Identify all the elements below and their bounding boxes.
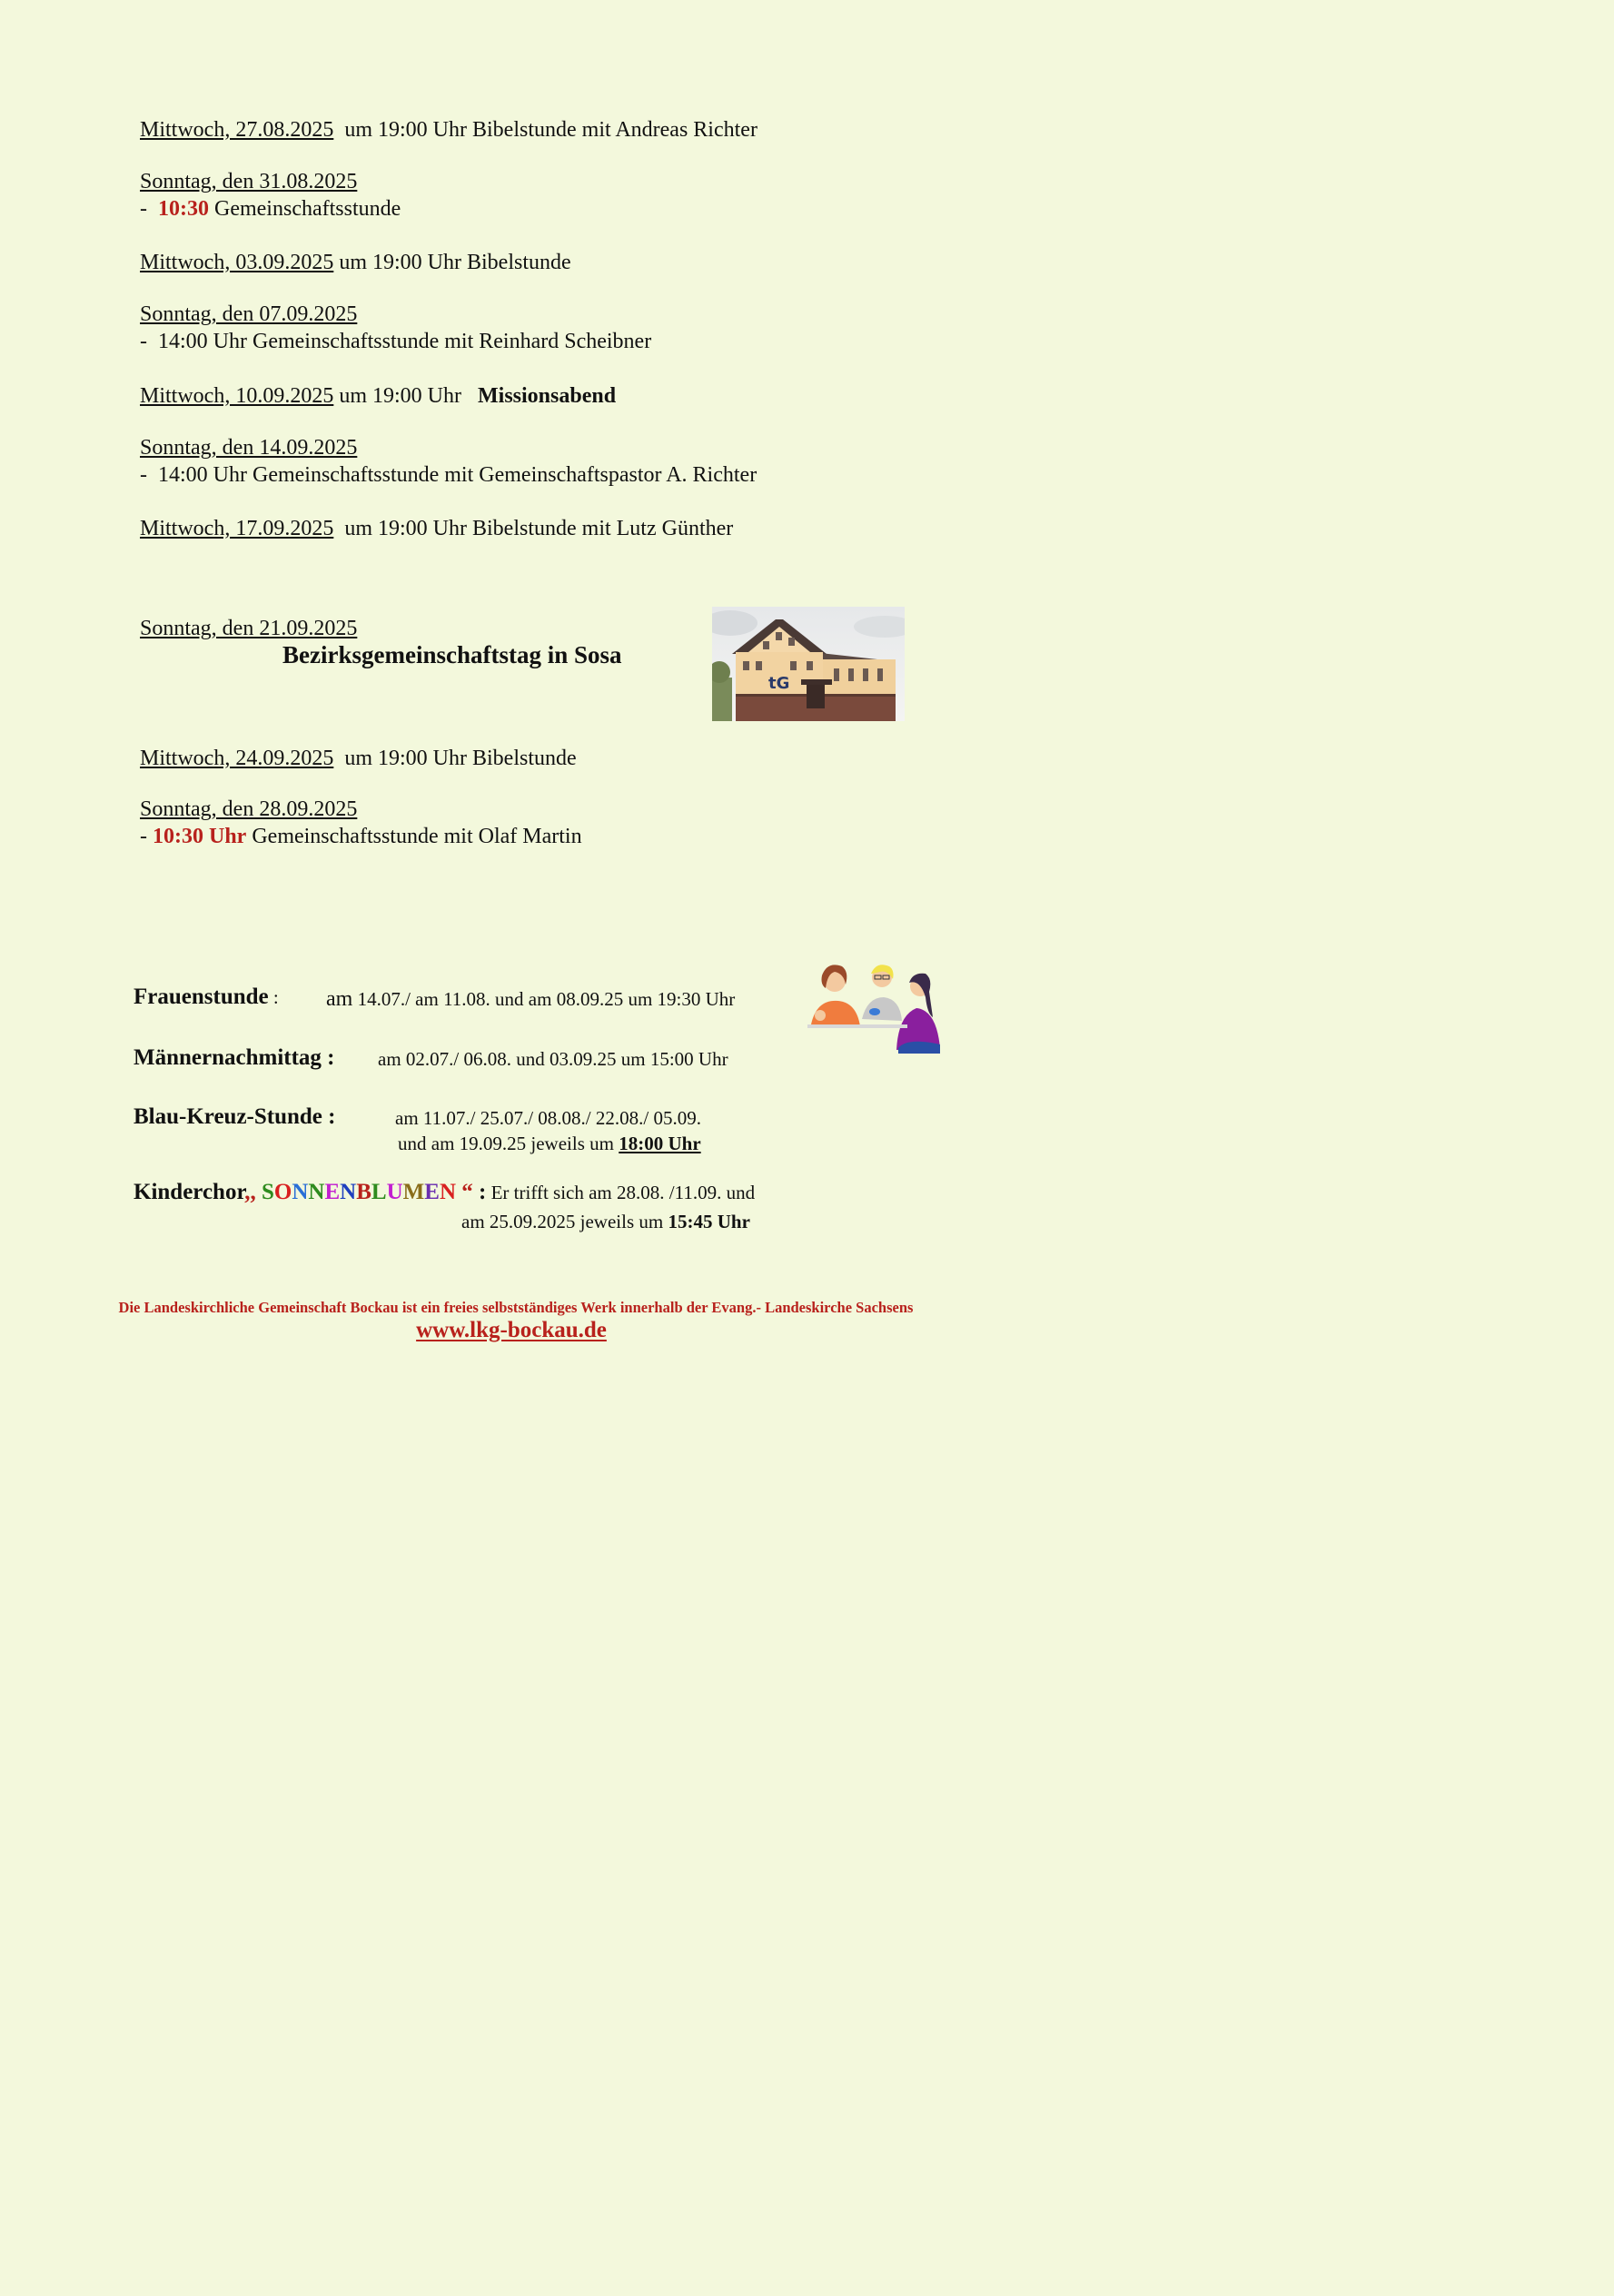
event-sun-28-09 [140, 796, 582, 850]
group-frauenstunde-dates: am 14.07./ am 11.08. und am 08.09.25 um 19:30 Uhr [326, 987, 736, 1011]
group-blaukreuz-time-line: und am 19.09.25 jeweils um 18:00 Uhr [398, 1133, 701, 1154]
event-date: Mittwoch, 24.09.2025 [140, 747, 334, 770]
sonnenblumen-letter: S [262, 1180, 274, 1204]
event-text: Gemeinschaftsstunde [209, 197, 401, 221]
event-wed-03-09 [140, 249, 571, 276]
page [0, 0, 1001, 1424]
sonnenblumen-letter: E [324, 1180, 341, 1204]
event-date: Mittwoch, 27.08.2025 [140, 118, 334, 142]
event-wed-17-09 [140, 515, 733, 542]
event-text: - 14:00 Uhr Gemeinschaftsstunde mit Reinhard Scheibner [140, 330, 652, 353]
group-blaukreuz-time: 18:00 Uhr [619, 1133, 701, 1154]
group-kinderchor-text: Er trifft sich am 28.08. /11.09. und [486, 1182, 756, 1203]
sonnenblumen-letter: N [292, 1180, 309, 1204]
event-date: Mittwoch, 03.09.2025 [140, 251, 334, 274]
footer-disclaimer: Die Landeskirchliche Gemeinschaft Bockau ist ein freies selbstständiges Werk innerhalb der Evang.- Landeskirche Sachsens [118, 1299, 914, 1316]
event-sun-21-09 [140, 615, 357, 642]
event-sun-14-09 [140, 434, 757, 489]
sonnenblumen-letter: U [386, 1180, 403, 1204]
sonnenblumen-letter: O [273, 1180, 292, 1204]
footer-website-link[interactable]: www.lkg-bockau.de [416, 1318, 607, 1342]
event-text: - 14:00 Uhr Gemeinschaftsstunde mit Gemeinschaftspastor A. Richter [140, 463, 757, 487]
sonnenblumen-letter: E [424, 1180, 440, 1204]
sonnenblumen-letter: N [340, 1180, 357, 1204]
group-blaukreuz-label: Blau-Kreuz-Stunde : [134, 1104, 336, 1129]
sonnenblumen-letter: N [439, 1180, 457, 1204]
event-date: Sonntag, den 14.09.2025 [140, 436, 358, 460]
group-kinderchor-time-line: am 25.09.2025 jeweils um 15:45 Uhr [461, 1211, 750, 1232]
church-building-photo [712, 607, 905, 721]
event-text: um 19:00 Uhr Bibelstunde [333, 747, 577, 770]
group-kinderchor-time: 15:45 Uhr [668, 1211, 750, 1232]
event-text: um 19:00 Uhr Bibelstunde mit Lutz Günther [333, 517, 734, 540]
event-time: 10:30 [158, 197, 209, 221]
event-text: um 19:00 Uhr [333, 384, 478, 408]
event-headline: Bezirksgemeinschaftstag in Sosa [282, 641, 622, 668]
event-wed-10-09 [140, 382, 616, 410]
sonnenblumen-letter: N [308, 1180, 325, 1204]
group-frauenstunde-label: Frauenstunde : [134, 985, 279, 1009]
event-prefix: - [140, 197, 158, 221]
event-wed-24-09 [140, 745, 577, 772]
svg-text:tG: tG [768, 674, 790, 693]
group-blaukreuz-dates: am 11.07./ 25.07./ 08.08./ 22.08./ 05.09. [395, 1107, 701, 1129]
event-date: Mittwoch, 10.09.2025 [140, 384, 334, 408]
event-date: Sonntag, den 31.08.2025 [140, 170, 358, 193]
event-wed-27-08 [140, 116, 757, 144]
event-date: Mittwoch, 17.09.2025 [140, 517, 334, 540]
event-highlight: Missionsabend [478, 384, 617, 408]
event-text: Gemeinschaftsstunde mit Olaf Martin [246, 825, 582, 848]
event-date: Sonntag, den 07.09.2025 [140, 302, 358, 326]
event-prefix: - [140, 825, 153, 848]
group-kinderchor-label: Kinderchor,, SONNENBLUMEN “ : Er trifft sich am 28.08. /11.09. und [134, 1180, 756, 1204]
group-maennernachmittag-dates: am 02.07./ 06.08. und 03.09.25 um 15:00 Uhr [378, 1048, 728, 1070]
sonnenblumen-word [256, 1180, 456, 1204]
event-date: Sonntag, den 21.09.2025 [140, 617, 358, 640]
group-maennernachmittag-label: Männernachmittag : [134, 1045, 335, 1070]
event-sun-31-08 [140, 168, 401, 223]
sonnenblumen-letter: L [371, 1180, 387, 1204]
event-date: Sonntag, den 28.09.2025 [140, 797, 358, 821]
sonnenblumen-letter: M [402, 1180, 425, 1204]
event-text: um 19:00 Uhr Bibelstunde mit Andreas Richter [333, 118, 757, 142]
women-illustration [807, 961, 944, 1054]
event-sun-07-09 [140, 301, 651, 355]
event-time: 10:30 Uhr [153, 825, 247, 848]
event-text: um 19:00 Uhr Bibelstunde [333, 251, 571, 274]
sonnenblumen-letter: B [356, 1180, 371, 1204]
